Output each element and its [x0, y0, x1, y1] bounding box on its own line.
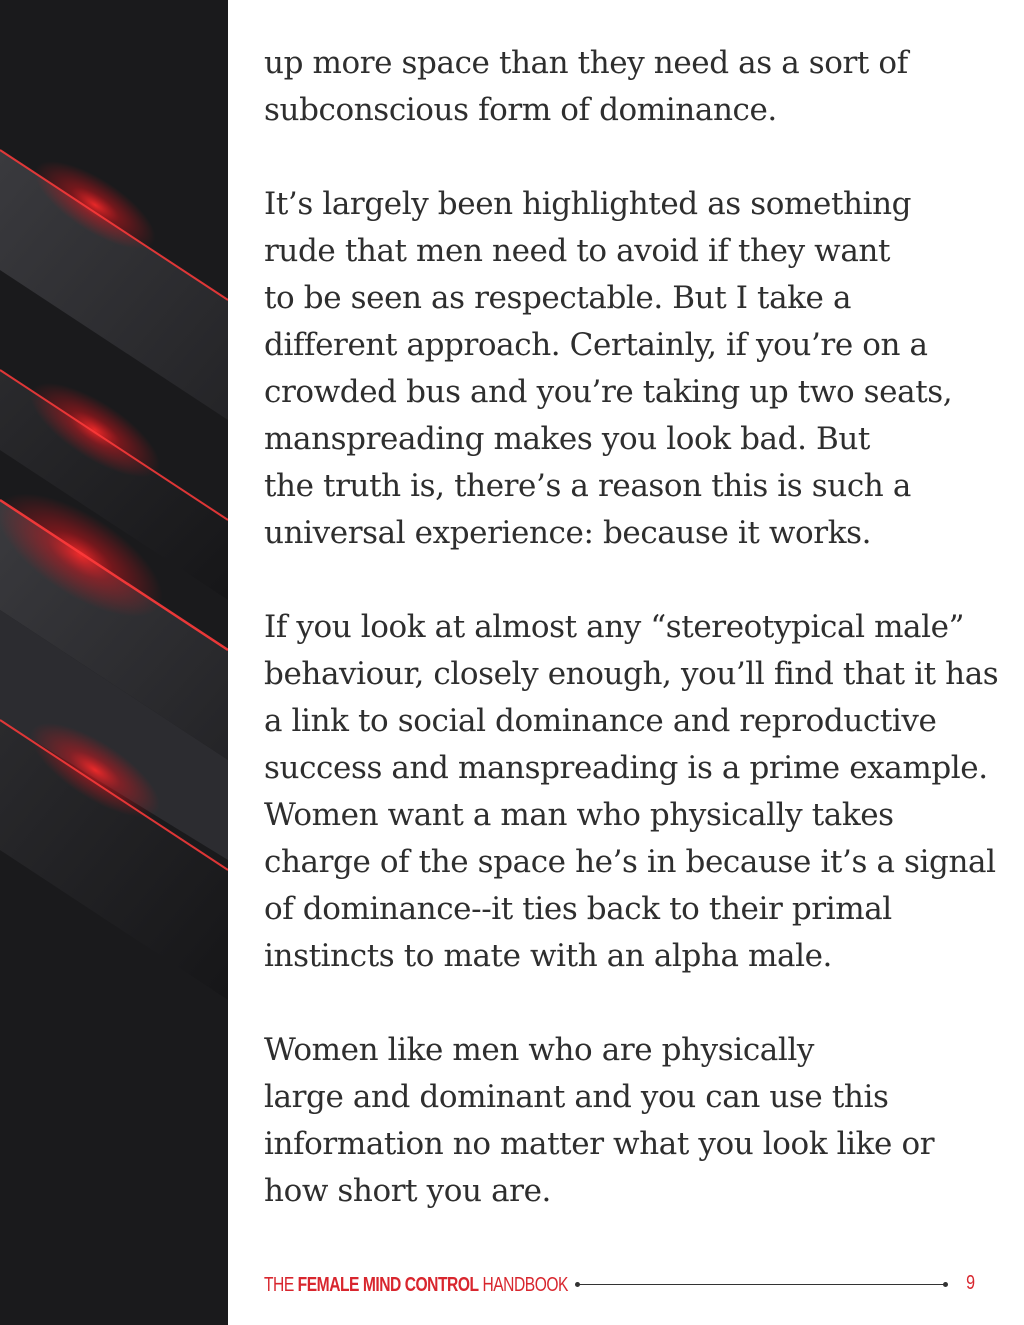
decorative-side-panel [0, 0, 228, 1325]
book-title-suffix: HANDBOOK [478, 1273, 568, 1296]
text-line: rude that men need to avoid if they want [264, 233, 891, 269]
text-line: different approach. Certainly, if you’re on a [264, 327, 928, 363]
text-line: instincts to mate with an alpha male. [264, 938, 832, 974]
text-line: subconscious form of dominance. [264, 92, 777, 128]
paragraph-4 [264, 1027, 994, 1215]
page-number: 9 [965, 1272, 975, 1294]
text-line: manspreading makes you look bad. But [264, 421, 870, 457]
book-title [264, 1273, 568, 1297]
footer-divider [577, 1284, 946, 1285]
book-title-bold: FEMALE MIND CONTROL [297, 1273, 479, 1296]
paragraph-3 [264, 604, 999, 980]
text-line: information no matter what you look like or [264, 1126, 935, 1162]
paragraph-2 [264, 181, 994, 557]
text-line: up more space than they need as a sort of [264, 45, 908, 81]
text-line: the truth is, there’s a reason this is such a [264, 468, 911, 504]
text-line: Women want a man who physically takes [264, 797, 894, 833]
paragraph-1 [264, 40, 994, 134]
page-footer [264, 1268, 976, 1302]
text-line: It’s largely been highlighted as something [264, 186, 912, 222]
text-line: a link to social dominance and reproductive [264, 703, 937, 739]
text-line: crowded bus and you’re taking up two seats, [264, 374, 953, 410]
text-line: behaviour, closely enough, you’ll find that it has [264, 656, 999, 692]
text-line: how short you are. [264, 1173, 551, 1209]
text-line: If you look at almost any “stereotypical male” [264, 609, 965, 645]
text-line: of dominance--it ties back to their primal [264, 891, 892, 927]
text-line: to be seen as respectable. But I take a [264, 280, 852, 316]
book-title-prefix: THE [264, 1273, 298, 1296]
text-line: Women like men who are physically [264, 1032, 815, 1068]
text-line: charge of the space he’s in because it’s a signal [264, 844, 996, 880]
text-line: universal experience: because it works. [264, 515, 872, 551]
text-line: success and manspreading is a prime example. [264, 750, 988, 786]
body-text [264, 40, 999, 1262]
text-line: large and dominant and you can use this [264, 1079, 889, 1115]
red-light-streaks-graphic [0, 0, 228, 1325]
